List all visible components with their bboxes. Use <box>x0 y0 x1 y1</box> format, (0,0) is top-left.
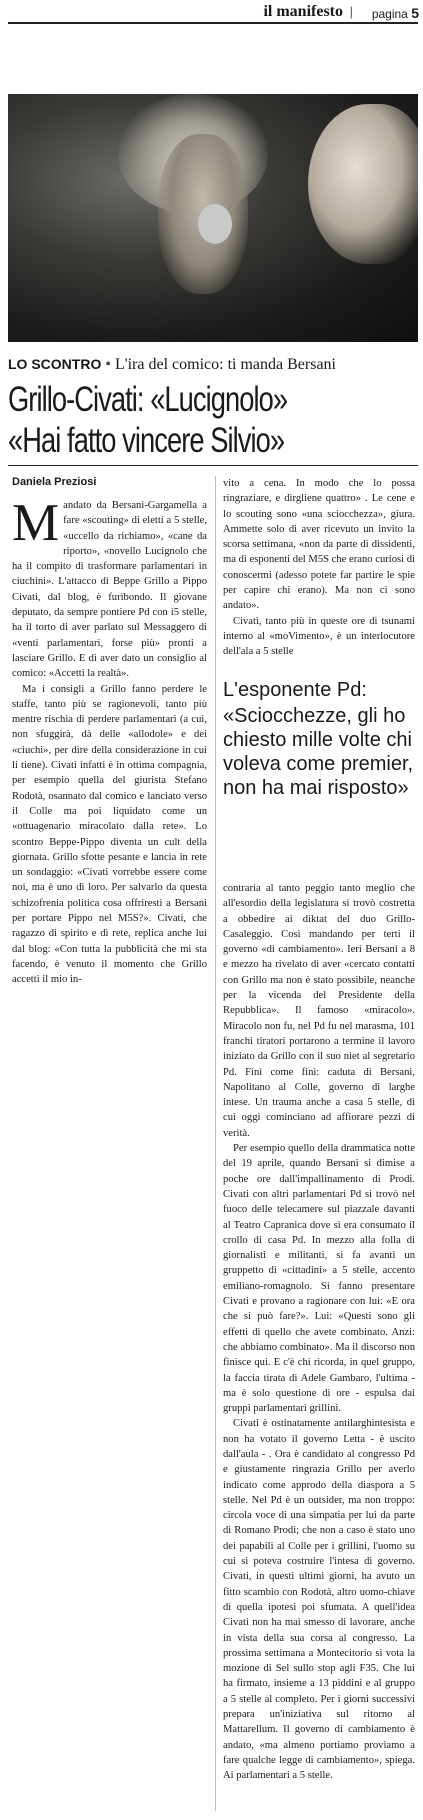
newspaper-brand: il manifesto <box>263 3 343 20</box>
article-column-1 <box>12 498 207 998</box>
paragraph-3: vito a cena. In modo che lo possa ringraziare, e dirgliene quattro» . Le cene e lo scouting sono «una sciocchezza», giura. Ammette solo di aver ricevuto un invito la scorsa settimana, «non da parte di dissidenti, ma di esponenti del M5S che erano curiosi di conoscermi (adesso potete far partire le spie per capire chi erano). Ma non ci sono andato». <box>223 478 415 612</box>
photo-microphone-shape <box>198 204 232 244</box>
drop-cap: M <box>12 498 60 552</box>
headline-line-1: Grillo-Civati: «Lucignolo» <box>8 380 288 419</box>
article-column-2-bottom <box>223 881 415 1811</box>
photo-hand-shape <box>308 104 418 264</box>
kicker-bullet: • <box>105 356 111 373</box>
page-number <box>372 5 419 21</box>
pull-quote <box>223 678 418 800</box>
page-number-value: 5 <box>411 5 419 21</box>
kicker <box>8 356 418 378</box>
page-label: pagina <box>371 7 408 21</box>
paragraph-4: Civati, tanto più in queste ore di tsunami interno al «moVimento», è un interlocutore dell'ala a 5 stelle <box>223 615 415 658</box>
top-rule <box>8 22 418 24</box>
column-divider <box>215 476 216 1811</box>
paragraph-2: Ma i consigli a Grillo fanno perdere le staffe, tanto più se ragionevoli, tanto più mentre rischia di perdere parlamentari (a cui, non sfuggirà, dà delle «allodole» e dei «ciuchi», per dire della considerazione in cui li tiene). Civati infatti è in ottima compagnia, per esempio quella del giurista Stefano Rodotà, osannato dal comico e lanciato verso il Colle ma poi liquidato come un «ottuagenario miracolato dalla rete». Lo scontro Beppe-Pippo diventa un cult della giornata. Grillo sfotte pesante e lancia in rete un sondaggio: «Civati vorrebbe essere come noi, ma è uno di loro. Per salvarlo da questa schizofrenia politica cosa offriresti a Bersani per portare Pippo nel M5S?». Civati, che ragazzo di spirito e di rete, replica anche lui dal blog: «Con tutta la pubblicità che mi sta facendo, è venuto il momento che Grillo accetti il mio in- <box>12 683 207 986</box>
pull-quote-text: «Sciocchezze, gli ho chiesto mille volte chi voleva come premier, non ha mai risposto» <box>223 705 414 799</box>
masthead-separator: | <box>349 4 353 19</box>
kicker-text: L'ira del comico: ti manda Bersani <box>114 356 336 373</box>
kicker-tag: LO SCONTRO <box>8 356 102 372</box>
headline-line-2: «Hai fatto vincere Silvio» <box>8 421 285 460</box>
byline: Daniela Preziosi <box>12 476 97 488</box>
pull-quote-attribution: L'esponente Pd: <box>223 679 367 701</box>
headline <box>8 379 332 461</box>
paragraph-1-text: andato da Bersani-Gargamella a fare «scouting» di eletti a 5 stelle, «uccello da richiamo», «cane da riporto», «novello Lucignolo che ha il compito di trasformare parlamentari in ciuchini». L'attacco di Beppe Grillo a Pippo Civati, dal blog, è furibondo. Il giovane deputato, da sempre pontiere Pd con i5 stelle, ha il torto di aver parlato sul Messaggero di «venti parlamentari, forse più» pronti a lasciare Grillo. E di aver dato un consiglio al comico: «Accetti la realtà». <box>12 500 207 680</box>
paragraph-7: Civati è ostinatamente antilarghintesista e non ha votato il governo Letta - è uscito dall'aula - . Ora è candidato al congresso Pd e giustamente ringrazia Grillo per averlo indicato come approdo della diaspora a 5 stelle. Nel Pd è un outsider, ma non troppo: circola voce di una simpatia per lui da parte di Romano Prodi; che non a caso è stato uno dei papabili al Colle per i grillini, l'uomo su cui si poteva costruire l'intesa di governo. Civati, in questi ultimi giorni, ha avuto un fitto scambio con Rodotà, altro uomo-chiave di quella ipotesi poi sfumata. A quell'idea Civati non ha mai smesso di lavorare, anche in vista della sua corsa al congresso. La prossima settimana a Montecitorio si vota la mozione di Sel sullo stop agli F35. Che lui ha firmato, insieme a 13 piddini e al gruppo a 5 stelle al completo. Per i giorni successivi prepara un'iniziativa sul ritorno al Mattarellum. Il governo di cambiamento è andato, «ma almeno portiamo proviamo a fare qualche legge di cambiamento», spiega. Ai parlamentari a 5 stelle. <box>223 1418 415 1782</box>
paragraph-1 <box>12 498 207 682</box>
article-photo <box>8 94 418 342</box>
paragraph-5: contraria al tanto peggio tanto meglio che all'esordio della legislatura si trovò costretta a obbedire ai diktat del duo Grillo-Casaleggio. Così mandando per terti il governo «di cambiamento». Ieri Bersani a 8 e mezzo ha rivelato di aver «cercato contatti con Grillo ma non è stato possibile, neanche per la vicenda del Presidente della Repubblica». Il famoso «miracolo». Miracolo non fu, nel Pd fu nel marasma, 101 franchi tiratori portarono a termine il lavoro iniziato da Grillo con il suo niet al segretario Pd. Finì come finì: caduta di Bersani, Napolitano al Colle, governo di larghe intese. Un trauma anche a casa 5 stelle, di cui oggi cominciano ad affiorare pezzi di verità. <box>223 883 415 1139</box>
article-column-2-top <box>223 476 415 666</box>
headline-rule <box>8 465 418 466</box>
paragraph-6: Per esempio quello della drammatica notte del 19 aprile, quando Bersani si dimise a poche ore dall'impallinamento di Prodi. Civati con altri parlamentari Pd si trovò nel fuoco delle telecamere sul piazzale davanti al Teatro Capranica dove si era consumato il crollo di casa Pd. In mezzo alla folla di giornalisti e militanti, si fa avanti un gruppetto di «cittadini» a 5 stelle, accento emiliano-romagnolo. Si fanno presentare Civati e provano a ragionare con lui: «E ora che si può fare?». Lui: «Questi sono gli effetti di quello che avete combinato. Anzi: che abbiamo combinato». Ma il discorso non finisce qui. E c'è chi ricorda, in quel gruppo, la faccia tirata di Adele Gambaro, l'ultima - ma è solo questione di ore - espulsa dai gruppi parlamentari grillini. <box>223 1143 415 1415</box>
